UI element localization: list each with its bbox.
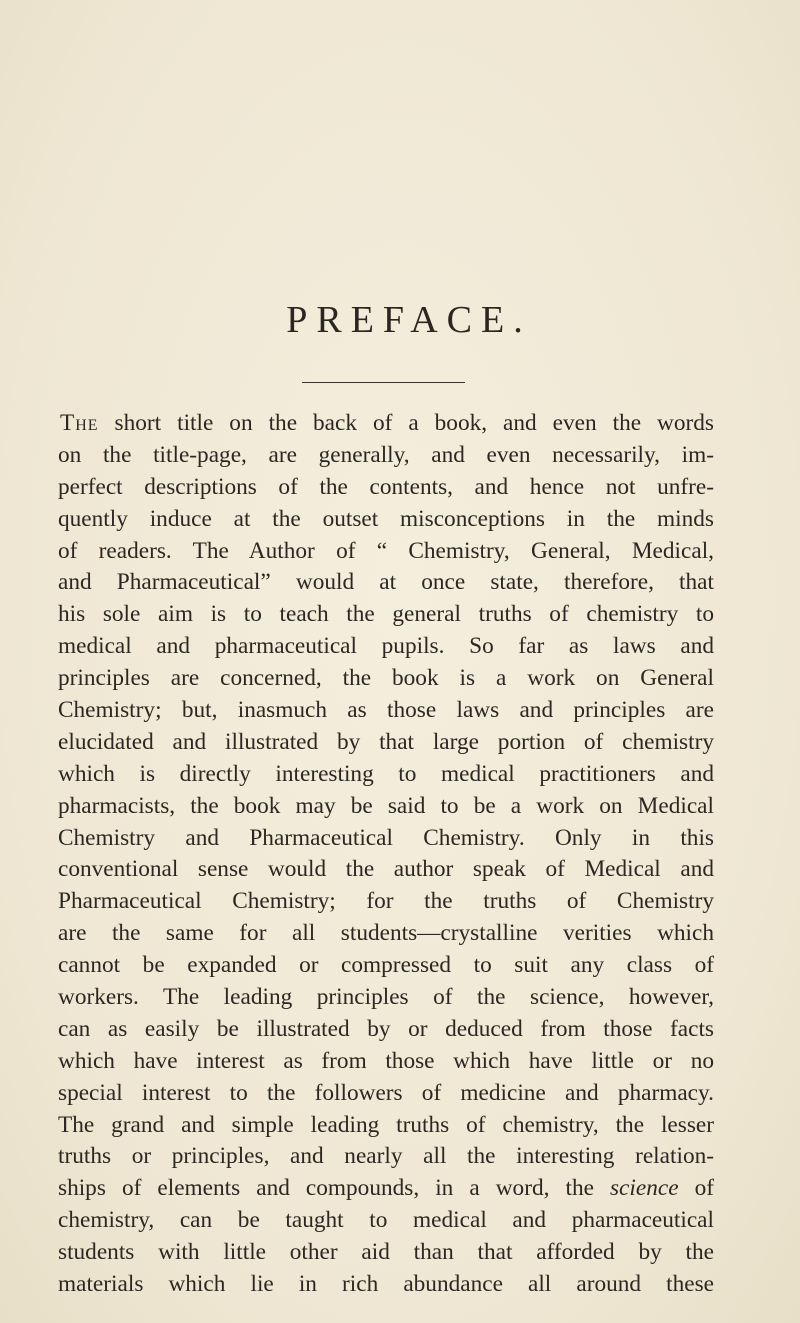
text-line-5: of readers. The Author of “ Chemistry, General, Medical, <box>58 537 714 564</box>
text-line-14: Chemistry and Pharmaceutical Chemistry. Only in this <box>58 824 714 851</box>
page-title: PREFACE. <box>286 299 532 341</box>
text-line-1: The short title on the back of a book, and even the words <box>60 410 714 436</box>
text-line-6: and Pharmaceutical” would at once state, therefore, that <box>58 569 714 596</box>
text-line-2: on the title-page, are generally, and even necessarily, im- <box>58 441 714 468</box>
lead-word: The <box>60 410 99 436</box>
text-line-23: The grand and simple leading truths of chemistry, the lesser <box>58 1111 714 1138</box>
text-line-26: chemistry, can be taught to medical and pharmaceutical <box>58 1207 714 1234</box>
text-line-25: ships of elements and compounds, in a word, the science of <box>58 1175 714 1202</box>
text-line-3: perfect descriptions of the contents, and hence not unfre- <box>58 473 714 500</box>
preface-body <box>58 408 714 1301</box>
text-line-22: special interest to the followers of medicine and pharmacy. <box>58 1079 714 1106</box>
text-line-10: Chemistry; but, inasmuch as those laws and principles are <box>58 697 714 724</box>
text-line-7: his sole aim is to teach the general truths of chemistry to <box>58 601 714 628</box>
italic-word: science <box>609 1175 679 1202</box>
text-line-11: elucidated and illustrated by that large portion of chemistry <box>58 728 714 755</box>
text-line-19: workers. The leading principles of the science, however, <box>58 984 714 1011</box>
title-rule <box>302 382 465 383</box>
text-line-27: students with little other aid than that afforded by the <box>58 1239 714 1266</box>
text-line-20: can as easily be illustrated by or deduced from those facts <box>58 1015 714 1042</box>
text-line-12: which is directly interesting to medical practitioners and <box>58 760 714 787</box>
text-line-28: materials which lie in rich abundance all around these <box>58 1271 714 1298</box>
text-line-16: Pharmaceutical Chemistry; for the truths of Chemistry <box>58 888 714 915</box>
text-line-21: which have interest as from those which have little or no <box>58 1047 714 1074</box>
text-line-4: quently induce at the outset misconceptions in the minds <box>58 505 714 532</box>
text-line-18: cannot be expanded or compressed to suit any class of <box>58 952 714 979</box>
text-line-15: conventional sense would the author speak of Medical and <box>58 856 714 883</box>
text-line-13: pharmacists, the book may be said to be a work on Medical <box>58 792 714 819</box>
text-line-8: medical and pharmaceutical pupils. So far as laws and <box>58 633 714 660</box>
text-line-17: are the same for all students—crystalline verities which <box>58 920 714 947</box>
text-line-24: truths or principles, and nearly all the interesting relation- <box>58 1143 714 1170</box>
text-line-9: principles are concerned, the book is a work on General <box>58 665 714 692</box>
